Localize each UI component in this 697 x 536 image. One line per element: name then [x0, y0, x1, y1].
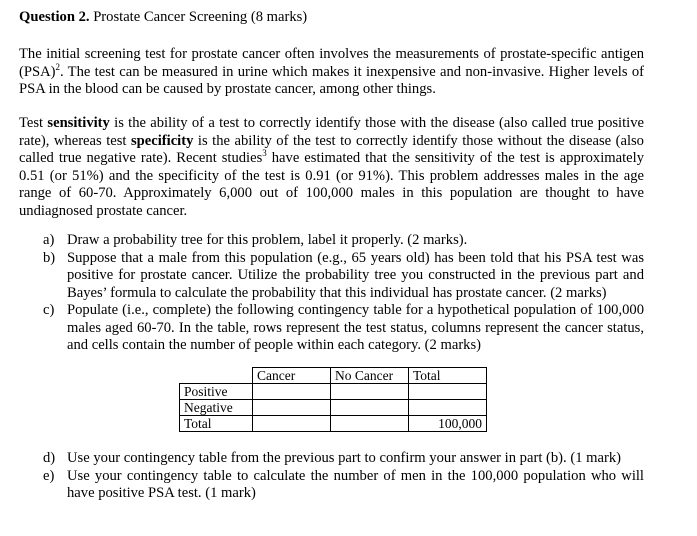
def-text-2: is the ability of a test to correctly identify those with the disease (also called true positive rate), whereas test [19, 115, 644, 149]
def-text-4: have estimated that the sensitivity of the test is approximately 0.51 (or 51%) and the specificity of the test is 0.91 (or 91%). This problem addresses males in the age range of 60-70. Approximately 6,000 out of 100,000 males in this population are thought to have undiagnosed prostate cancer. [19, 150, 644, 219]
intro-text-a: The initial screening test for prostate cancer often involves the measurements of prostate-specific antigen (PSA) [19, 46, 644, 80]
cell-total-no-cancer [331, 416, 409, 432]
table-corner [180, 368, 253, 384]
header-cancer: Cancer [253, 368, 331, 384]
table-row-total [180, 416, 487, 432]
cell-grand-total: 100,000 [409, 416, 487, 432]
footnote-ref-2: 2 [55, 61, 60, 72]
cell-negative-no-cancer [331, 400, 409, 416]
table-row-negative [180, 400, 487, 416]
row-label-positive: Positive [180, 384, 253, 400]
part-label: a) [43, 232, 55, 248]
row-label-total: Total [180, 416, 253, 432]
question-title-text: Prostate Cancer Screening (8 marks) [89, 9, 308, 25]
table-header-row [180, 368, 487, 384]
cell-total-cancer [253, 416, 331, 432]
part-label: b) [43, 249, 56, 266]
cell-positive-total [409, 384, 487, 400]
part-text: Draw a probability tree for this problem, label it properly. (2 marks). [67, 232, 468, 248]
question-title [19, 9, 307, 26]
definitions-paragraph [19, 115, 644, 220]
part-label: d) [43, 450, 56, 466]
contingency-table [179, 367, 487, 432]
def-text-1: Test [19, 115, 48, 131]
term-sensitivity: sensitivity [47, 115, 110, 131]
question-label: Question 2. [19, 9, 90, 25]
cell-negative-cancer [253, 400, 331, 416]
table-row-positive [180, 384, 487, 400]
header-no-cancer: No Cancer [331, 368, 409, 384]
intro-paragraph [19, 46, 644, 99]
footnote-ref-3: 3 [262, 148, 267, 159]
intro-text-b: . The test can be measured in urine which makes it inexpensive and non-invasive. Higher levels of PSA in the blood can be caused by prostate cancer, among other things. [19, 63, 644, 97]
part-label: c) [43, 302, 55, 318]
part-text: Use your contingency table from the previous part to confirm your answer in part (b). (1 mark) [67, 450, 621, 466]
part-a [43, 232, 644, 250]
part-c [43, 302, 644, 355]
header-total: Total [409, 368, 487, 384]
part-d [43, 450, 644, 468]
part-label: e) [43, 467, 55, 484]
def-text-3: is the ability of the test to correctly identify those without the disease (also called true negative rate). Recent studies [19, 132, 644, 166]
term-specificity: specificity [130, 132, 194, 149]
cell-positive-cancer [253, 384, 331, 400]
part-text: Populate (i.e., complete) the following contingency table for a hypothetical population of 100,000 males aged 60-70. In the table, rows represent the test status, columns represent the cancer status, and cells contain the number of people within each category. (2 marks) [67, 302, 644, 353]
cell-negative-total [409, 400, 487, 416]
part-b [43, 250, 644, 303]
row-label-negative: Negative [180, 400, 253, 416]
part-text: Use your contingency table to calculate the number of men in the 100,000 population who will have positive PSA test. (1 mark) [67, 467, 644, 501]
cell-positive-no-cancer [331, 384, 409, 400]
part-e [43, 468, 644, 503]
question-parts-d-e [43, 450, 644, 503]
question-parts-a-c [43, 232, 644, 355]
part-text: Suppose that a male from this population (e.g., 65 years old) has been told that his PSA test was positive for prostate cancer. Utilize the probability tree you constructed in the previous part and Bayes’ formula to calculate the probability that this individual has prostate cancer. (2 marks) [67, 249, 644, 301]
